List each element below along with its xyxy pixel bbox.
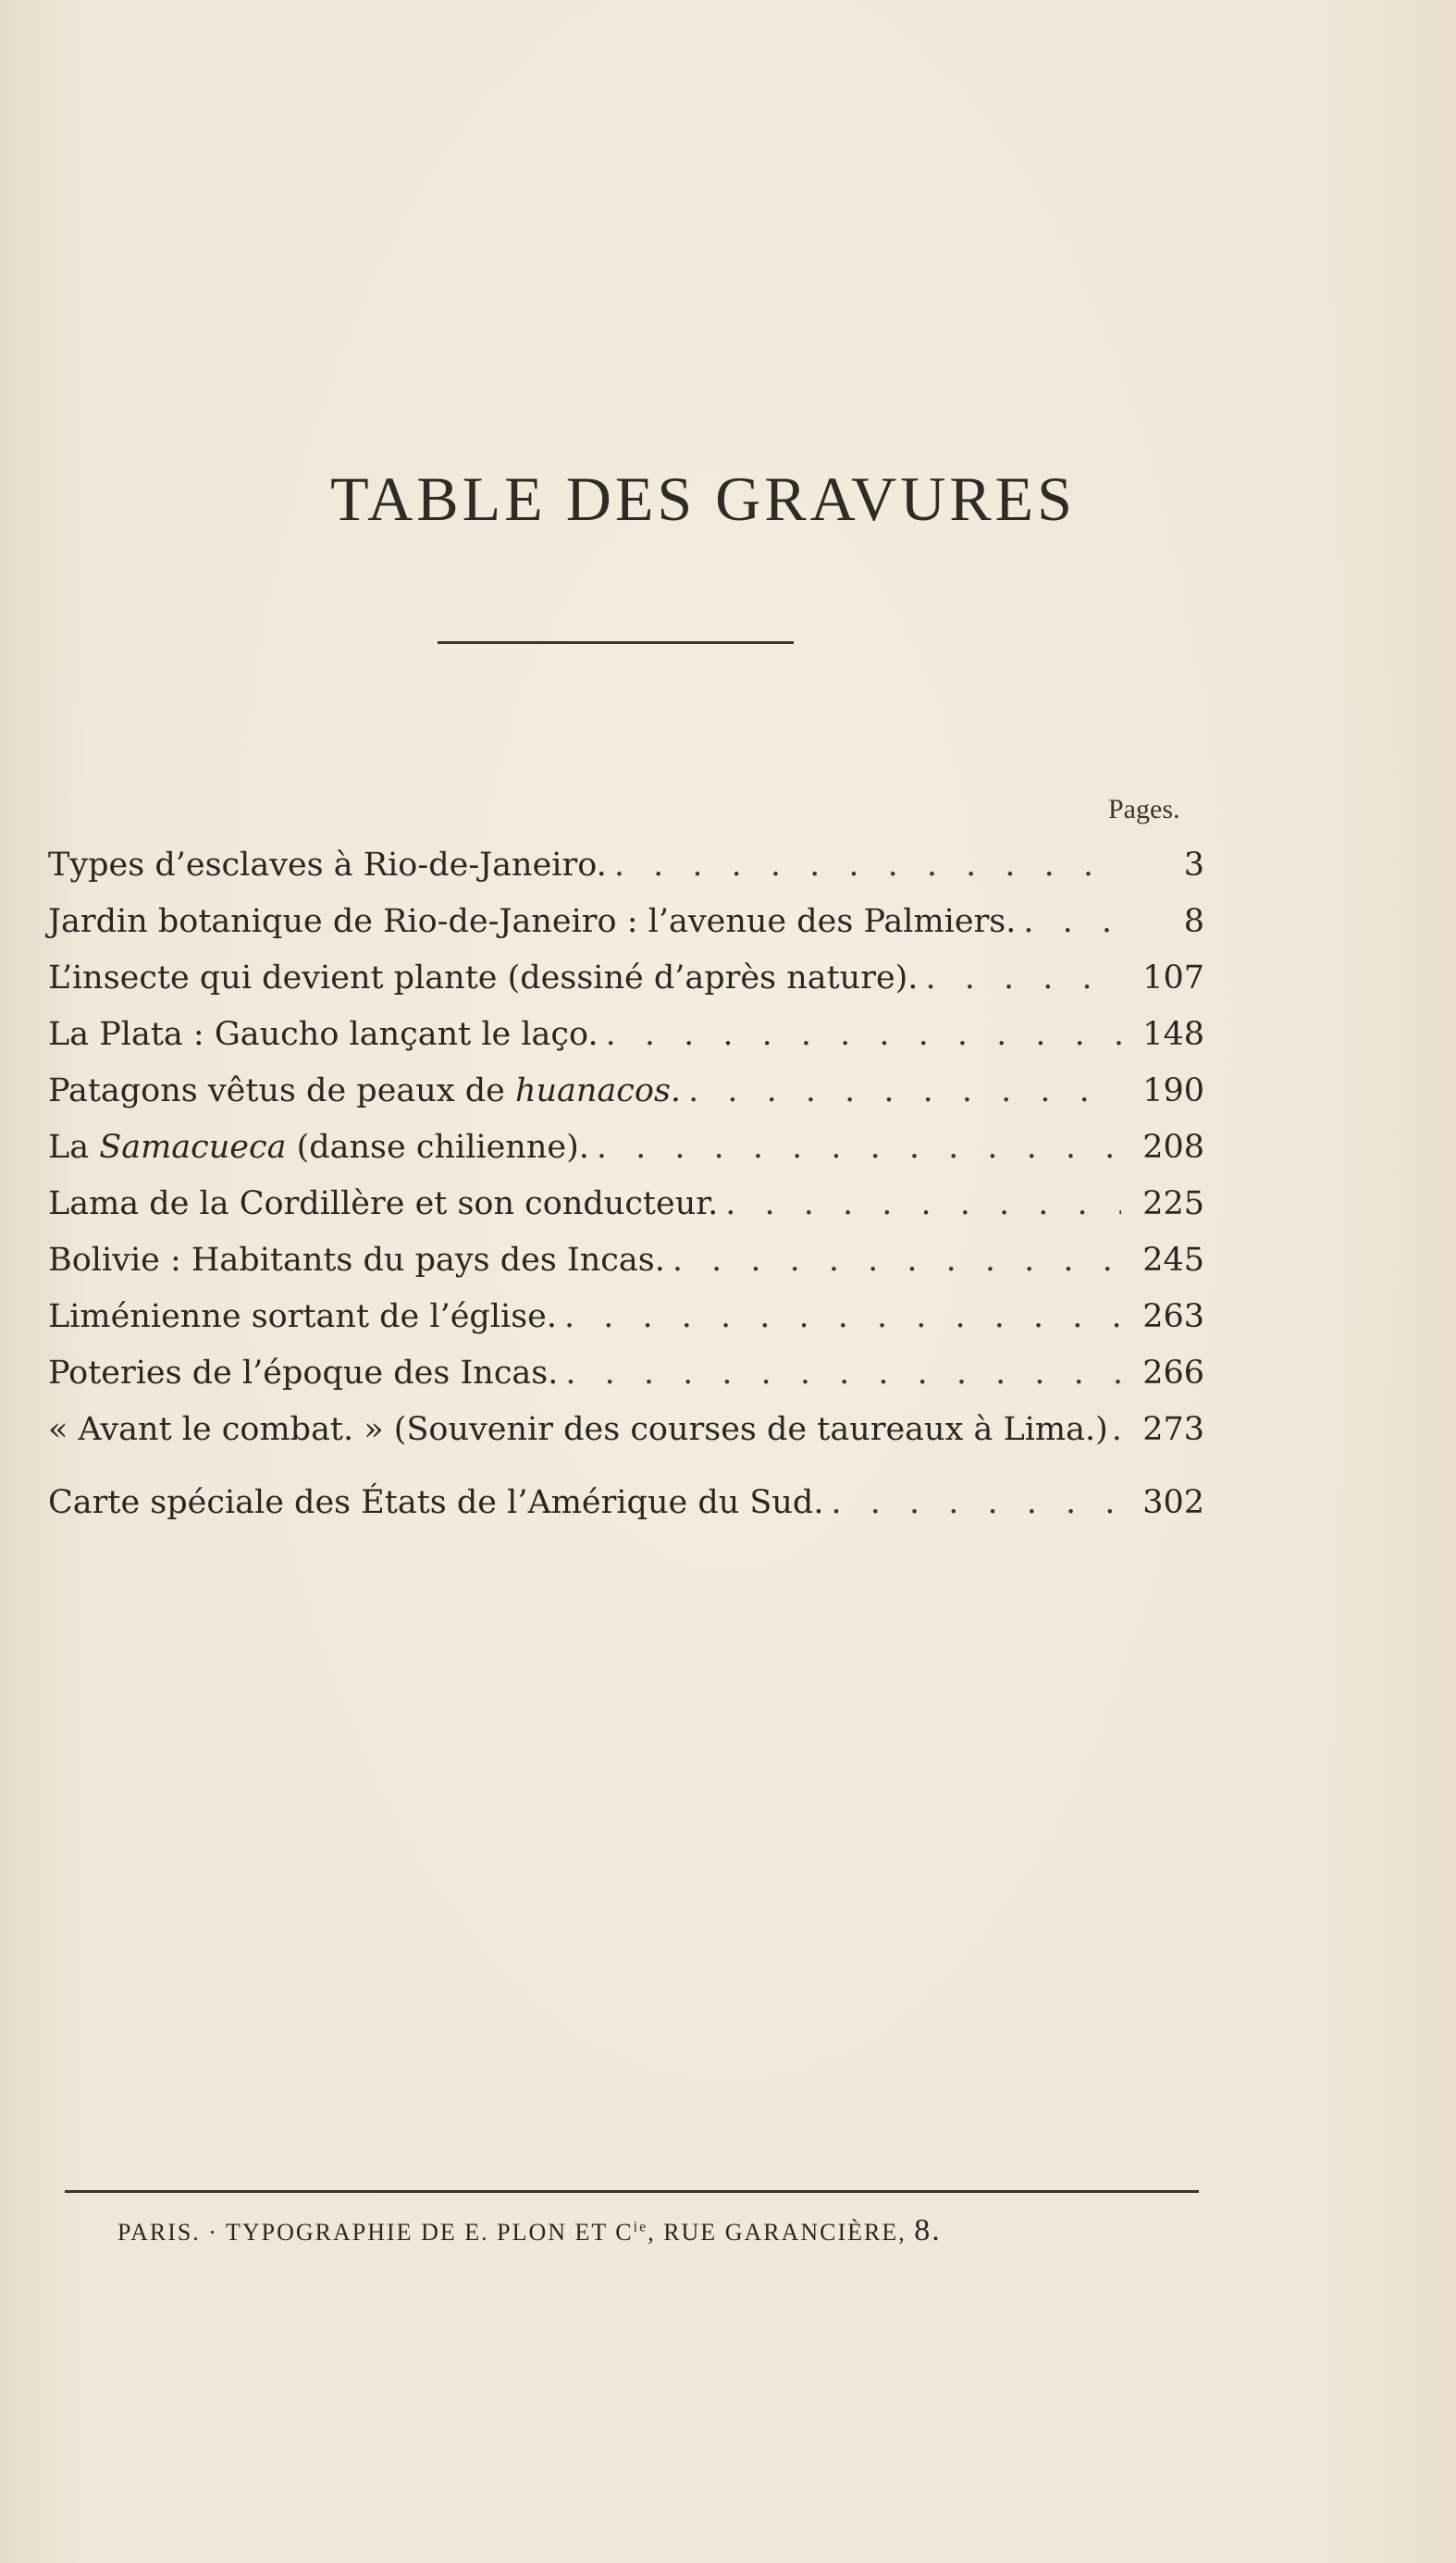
entry-label: Poteries de l’époque des Incas. [48,1355,559,1392]
entry-label: L’insecte qui devient plante (dessiné d’après nature). [48,960,919,997]
contents-list [48,847,1204,1541]
contents-entry [48,1355,1204,1411]
entry-page-number: 273 [1142,1411,1204,1448]
footer-rule [65,2190,1199,2193]
entry-page-number: 263 [1142,1298,1204,1335]
entry-page-number: 302 [1142,1484,1204,1521]
contents-entry [48,1072,1204,1129]
entry-page-number: 208 [1142,1129,1204,1166]
entry-label-italic: Samacueca [99,1129,287,1166]
contents-entry [48,847,1204,903]
entry-label: Bolivie : Habitants du pays des Incas. [48,1242,665,1279]
entry-page-number: 8 [1183,903,1204,940]
dot-leader [831,1484,1121,1521]
dot-leader [925,960,1121,997]
entry-page-number: 3 [1183,847,1204,884]
contents-entry [48,1016,1204,1072]
dot-leader [672,1242,1121,1279]
dot-leader [606,1016,1121,1053]
entry-page-number: 190 [1142,1072,1204,1109]
entry-page-number: 245 [1142,1242,1204,1279]
printer-imprint: PARIS. · TYPOGRAPHIE DE E. PLON ET $C^{ie}$, RUE GARANCIÈRE, 8. [117,2213,942,2247]
entry-label: Types d’esclaves à Rio-de-Janeiro. [48,847,607,884]
entry-page-number: 225 [1142,1185,1204,1222]
entry-label: Lama de la Cordillère et son conducteur. [48,1185,719,1222]
entry-page-number: 148 [1142,1016,1204,1053]
dot-leader [564,1298,1121,1335]
contents-entry [48,960,1204,1016]
page-title: TABLE DES GRAVURES [330,464,1076,534]
dot-leader [565,1355,1121,1392]
dot-leader [614,847,1121,884]
entry-page-number: 266 [1142,1355,1204,1392]
contents-entry [48,1129,1204,1185]
contents-entry [48,1242,1204,1298]
contents-entry [48,1298,1204,1355]
entry-label: « Avant le combat. » (Souvenir des courses de taureaux à Lima.) [48,1411,1108,1448]
dot-leader [597,1129,1121,1166]
pages-column-header: Pages. [1108,794,1180,824]
entry-label: Jardin botanique de Rio-de-Janeiro : l’avenue des Palmiers. [48,903,1017,940]
entry-label: La Samacueca (danse chilienne). [48,1129,589,1166]
contents-entry [48,1411,1204,1467]
entry-label: La Plata : Gaucho lançant le laço. [48,1016,598,1053]
entry-label-italic: huanacos. [514,1072,682,1109]
contents-entry [48,1185,1204,1242]
contents-entry [48,903,1204,960]
entry-page-number: 107 [1142,960,1204,997]
title-rule [438,641,794,644]
entry-label: Liménienne sortant de l’église. [48,1298,558,1335]
entry-label: Carte spéciale des États de l’Amérique du Sud. [48,1484,824,1521]
dot-leader [1023,903,1121,940]
dot-leader [688,1072,1121,1109]
contents-entry [48,1484,1204,1541]
entry-label: Patagons vêtus de peaux de huanacos. [48,1072,682,1109]
dot-leader [725,1185,1121,1222]
dot-leader [1112,1411,1127,1448]
